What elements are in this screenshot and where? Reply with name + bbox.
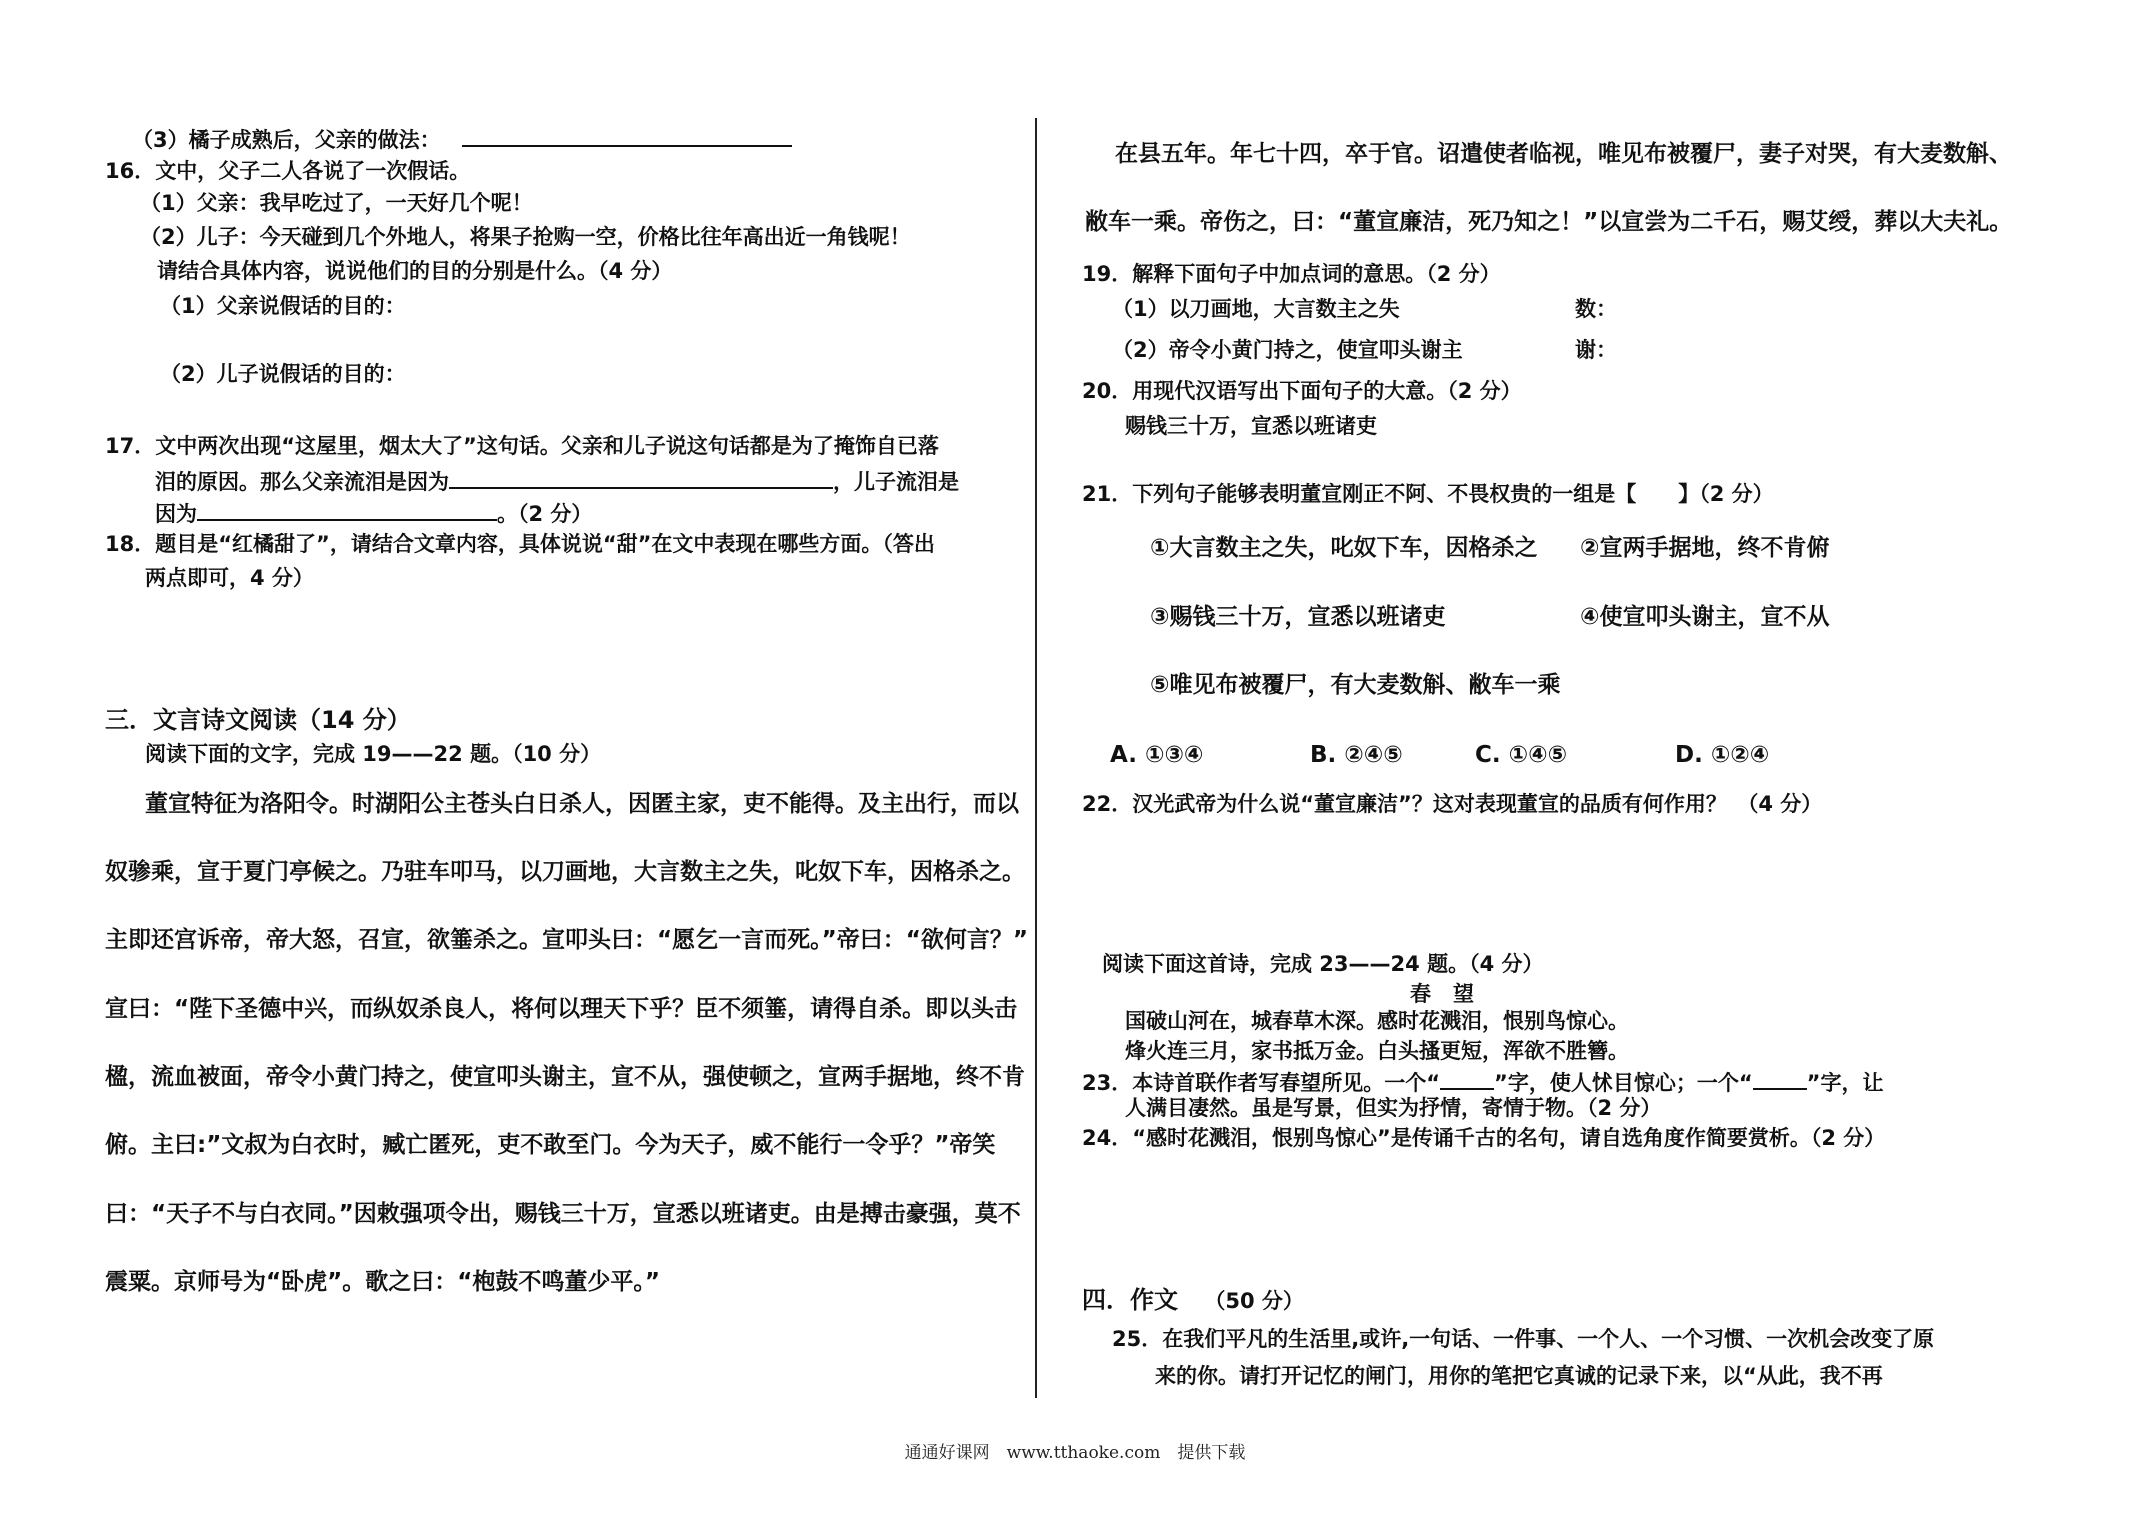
q16-answer-1: （1）父亲说假话的目的：: [160, 294, 406, 318]
passage-line: 宣曰：“陛下圣德中兴，而纵奴杀良人，将何以理天下乎？臣不须箠，请得自杀。即以头击: [105, 996, 1018, 1022]
poem-line-2: 烽火连三月，家书抵万金。白头搔更短，浑欲不胜簪。: [1125, 1039, 1629, 1063]
q23-line-1: 23．本诗首联作者写春望所见。一个“ ”字，使人怵目惊心；一个“ ”字，让: [1082, 1066, 1883, 1097]
poem-prompt: 阅读下面这首诗，完成 23——24 题。（4 分）: [1102, 952, 1544, 976]
reading-prompt: 阅读下面的文字，完成 19——22 题。（10 分）: [145, 742, 602, 766]
column-divider: [1035, 118, 1037, 1398]
answer-blank[interactable]: [462, 123, 792, 147]
section-3-title: 三．文言诗文阅读（14 分）: [105, 706, 411, 734]
q19-item-1: （1）以刀画地，大言数主之失: [1112, 297, 1400, 321]
q17-line-3: 因为 。（2 分）: [155, 497, 592, 528]
footer-credit: 通通好课网 www.tthaoke.com 提供下载: [904, 1443, 1246, 1463]
poem-title: 春望: [1410, 982, 1496, 1006]
passage-line: 楹，流血被面，帝令小黄门持之，使宣叩头谢主，宣不从，强使顿之，宣两手据地，终不肯: [105, 1064, 1025, 1090]
choice-c[interactable]: C. ①④⑤: [1475, 742, 1568, 768]
passage-line: 俯。主曰:”文叔为白衣时，臧亡匿死，吏不敢至门。今为天子，威不能行一令乎？”帝笑: [105, 1132, 996, 1158]
q21-option-1: ①大言数主之失，叱奴下车，因格杀之: [1150, 535, 1538, 561]
answer-blank[interactable]: [197, 497, 497, 521]
q16-item-1: （1）父亲：我早吃过了，一天好几个呢！: [140, 191, 533, 215]
q21-option-5: ⑤唯见布被覆尸，有大麦数斛、敝车一乘: [1150, 672, 1561, 698]
q19-word-2: 谢：: [1575, 338, 1617, 362]
q21-option-4: ④使宣叩头谢主，宣不从: [1580, 604, 1830, 630]
q16-prompt: 请结合具体内容，说说他们的目的分别是什么。（4 分）: [157, 259, 673, 283]
q19-word-1: 数：: [1575, 297, 1617, 321]
q21-title: 21．下列句子能够表明董宣刚正不阿、不畏权贵的一组是【 】（2 分）: [1082, 482, 1774, 506]
q21-option-2: ②宣两手据地，终不肯俯: [1580, 535, 1830, 561]
q19-item-2: （2）帝令小黄门持之，使宣叩头谢主: [1112, 338, 1463, 362]
q25-line-2: 来的你。请打开记忆的闸门，用你的笔把它真诚的记录下来，以“从此，我不再: [1155, 1364, 1883, 1388]
passage-line: 敝车一乘。帝伤之，曰：“董宣廉洁，死乃知之！”以宣尝为二千石，赐艾绶，葬以大夫礼。: [1085, 209, 2013, 235]
q18-line-2: 两点即可，4 分）: [145, 566, 314, 590]
passage-line: 奴骖乘，宣于夏门亭候之。乃驻车叩马，以刀画地，大言数主之失，叱奴下车，因格杀之。: [105, 859, 1025, 885]
q17-line-2: 泪的原因。那么父亲流泪是因为 ，儿子流泪是: [155, 465, 959, 496]
choice-d[interactable]: D. ①②④: [1675, 742, 1770, 768]
q15-3: （3）橘子成熟后，父亲的做法：: [132, 123, 792, 154]
poem-line-1: 国破山河在，城春草木深。感时花溅泪，恨别鸟惊心。: [1125, 1009, 1629, 1033]
q20-sentence: 赐钱三十万，宣悉以班诸吏: [1125, 414, 1377, 438]
q17-line-1: 17．文中两次出现“这屋里，烟太大了”这句话。父亲和儿子说这句话都是为了掩饰自已落: [105, 434, 939, 458]
q16-item-2: （2）儿子：今天碰到几个外地人，将果子抢购一空，价格比往年高出近一角钱呢！: [140, 225, 911, 249]
q20-title: 20．用现代汉语写出下面句子的大意。（2 分）: [1082, 379, 1522, 403]
choice-b[interactable]: B. ②④⑤: [1310, 742, 1403, 768]
passage-line: 震粟。京师号为“卧虎”。歌之曰：“枹鼓不鸣董少平。”: [105, 1269, 660, 1295]
passage-line: 主即还宫诉帝，帝大怒，召宣，欲箠杀之。宣叩头曰：“愿乞一言而死。”帝曰：“欲何言？”: [105, 927, 1028, 953]
answer-blank[interactable]: [1753, 1066, 1807, 1090]
q16-answer-2: （2）儿子说假话的目的：: [160, 362, 406, 386]
q21-option-3: ③赐钱三十万，宣悉以班诸吏: [1150, 604, 1446, 630]
q25-line-1: 25．在我们平凡的生活里,或许,一句话、一件事、一个人、一个习惯、一次机会改变了原: [1112, 1327, 1935, 1351]
q18-line-1: 18．题目是“红橘甜了”，请结合文章内容，具体说说“甜”在文中表现在哪些方面。（答出: [105, 532, 935, 556]
q22-title: 22．汉光武帝为什么说“董宣廉洁”？这对表现董宣的品质有何作用？ （4 分）: [1082, 792, 1823, 816]
q23-line-2: 人满目凄然。虽是写景，但实为抒情，寄情于物。（2 分）: [1125, 1096, 1662, 1120]
passage-line: 在县五年。年七十四，卒于官。诏遣使者临视，唯见布被覆尸，妻子对哭，有大麦数斛、: [1115, 141, 2012, 167]
passage-line: 曰：“天子不与白衣同。”因敕强项令出，赐钱三十万，宣悉以班诸吏。由是搏击豪强，莫不: [105, 1201, 1021, 1227]
q19-title: 19．解释下面句子中加点词的意思。（2 分）: [1082, 262, 1501, 286]
answer-blank[interactable]: [449, 465, 833, 489]
passage-line: 董宣特征为洛阳令。时湖阳公主苍头白日杀人，因匿主家，吏不能得。及主出行，而以: [145, 791, 1019, 817]
choice-a[interactable]: A. ①③④: [1110, 742, 1204, 768]
q24-title: 24．“感时花溅泪，恨别鸟惊心”是传诵千古的名句，请自选角度作简要赏析。（2 分）: [1082, 1126, 1886, 1150]
answer-blank[interactable]: [1440, 1066, 1494, 1090]
section-4-title: 四．作文 （50 分）: [1082, 1286, 1304, 1314]
q16-title: 16．文中，父子二人各说了一次假话。: [105, 159, 471, 183]
